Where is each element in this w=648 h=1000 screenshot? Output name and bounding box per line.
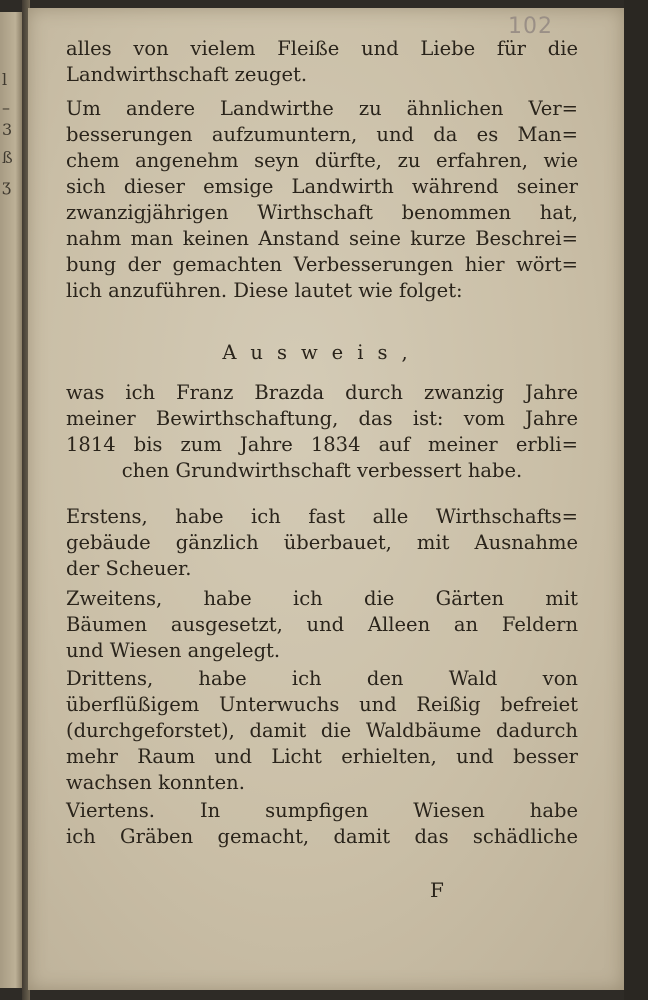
text-line: bung der gemachten Verbesserungen hier wört= [66, 253, 578, 276]
text-line: chen Grundwirthschaft verbessert habe. [121, 459, 523, 482]
text-line: alles von vielem Fleiße und Liebe für die [66, 37, 578, 60]
adjacent-page-strip [0, 12, 22, 988]
text-line: Landwirthschaft zeuget. [66, 63, 308, 86]
text-line: zwanzigjährigen Wirthschaft benommen hat, [66, 201, 578, 224]
text-line: ich Gräben gemacht, damit das schädliche [66, 825, 578, 848]
section-heading: Ausweis, [222, 341, 422, 364]
book-page [28, 8, 624, 990]
text-line: Um andere Landwirthe zu ähnlichen Ver= [66, 97, 578, 120]
text-line: gebäude gänzlich überbauet, mit Ausnahme [66, 531, 578, 554]
adjacent-page-mark: l [2, 70, 8, 89]
text-line: der Scheuer. [66, 557, 192, 580]
scan-right-edge [624, 0, 648, 1000]
adjacent-page-mark: 3 [2, 120, 13, 139]
text-line: was ich Franz Brazda durch zwanzig Jahre [66, 381, 578, 404]
text-line: besserungen aufzumuntern, und da es Man= [66, 123, 578, 146]
text-line: mehr Raum und Licht erhielten, und besser [66, 745, 578, 768]
text-line: nahm man keinen Anstand seine kurze Beschrei= [66, 227, 578, 250]
text-line: Zweitens, habe ich die Gärten mit [66, 587, 578, 610]
text-line: lich anzuführen. Diese lautet wie folget: [66, 279, 463, 302]
text-line: sich dieser emsige Landwirth während seiner [66, 175, 578, 198]
printer-signature-mark: F [430, 878, 444, 902]
text-line: (durchgeforstet), damit die Waldbäume dadurch [66, 719, 578, 742]
handwritten-page-number: 102 [508, 14, 553, 39]
text-line: meiner Bewirthschaftung, das ist: vom Jahre [66, 407, 578, 430]
text-line: Bäumen ausgesetzt, und Alleen an Feldern [66, 613, 578, 636]
text-line: wachsen konnten. [66, 771, 245, 794]
text-line: Drittens, habe ich den Wald von [66, 667, 578, 690]
adjacent-page-mark: ß [2, 148, 13, 167]
adjacent-page-mark: – [2, 98, 10, 117]
text-line: überflüßigem Unterwuchs und Reißig befreiet [66, 693, 578, 716]
text-line: chem angenehm seyn dürfte, zu erfahren, wie [66, 149, 578, 172]
text-line: Viertens. In sumpfigen Wiesen habe [66, 799, 578, 822]
text-line: 1814 bis zum Jahre 1834 auf meiner erbli= [66, 433, 578, 456]
text-line: Erstens, habe ich fast alle Wirthschafts= [66, 505, 578, 528]
adjacent-page-mark: ʒ [2, 176, 12, 195]
text-line: und Wiesen angelegt. [66, 639, 281, 662]
